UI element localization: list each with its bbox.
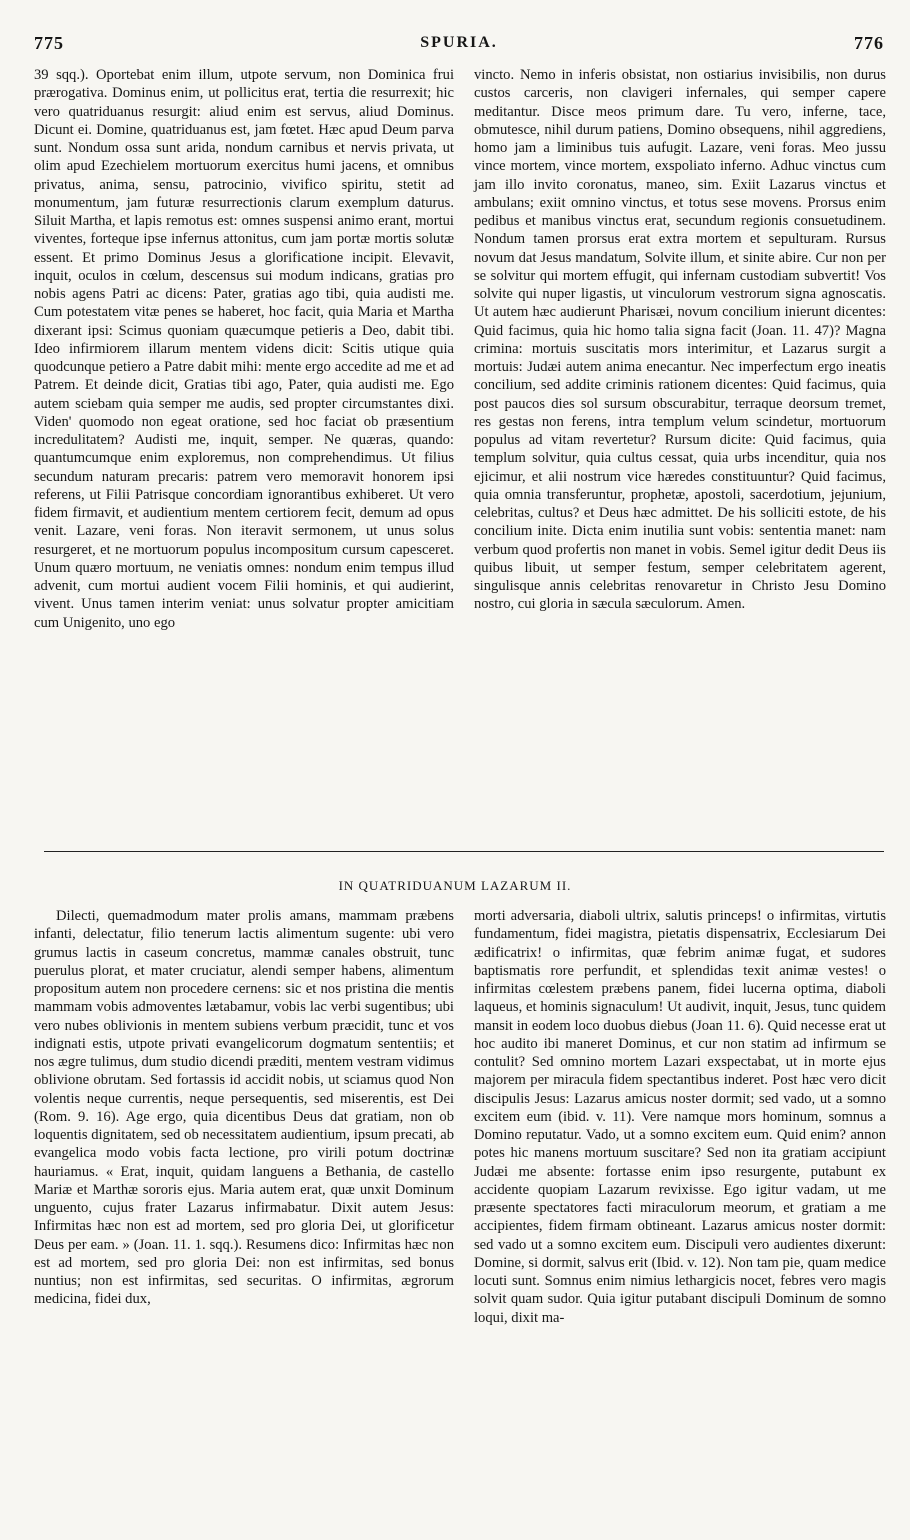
paragraph-bottom-left: Dilecti, quemadmodum mater prolis amans, mammam præbens infanti, delectatur, filio tenerum lactis alimentum sugente: ubi vero grumus lactis in caseum concretus, mammæ canales obstruit, tunc puerulus plorat, et mater cruciatur, alendi semper habens, alimentum propositum autem non procedere cernens: sic et nos pristina die mentis mammam vobis admoventes lætabamur, vobis lac verbi sugentibus; ubi vero nubes oblivionis in mentem subiens verbum præcidit, tunc et vos indignati estis, utpote privati evangelicorum dogmatum sententiis; et nos ægre tulimus, dum studio dicendi præditi, mentem vestram vidimus oblivione obrutam. Sed fortassis id accidit nobis, ut sciamus quod Non volentis neque currentis, neque persequentis, sed miserentis, est Dei (Rom. 9. 16). Age ergo, quia dicentibus Deus dat gratiam, non ob loquentis dignitatem, sed ob necessitatem audientium, ipsum precati, ab evangelica modo vobis facta lectione, pro virili potum doctrinæ hauriamus. « Erat, inquit, quidam languens a Bethania, de castello Mariæ et Marthæ sororis ejus. Maria autem erat, quæ unxit Dominum unguento, cujus frater Lazarus infirmabatur. Dixit autem Jesus: Infirmitas hæc non est ad mortem, sed pro gloria Dei, ut glorificetur Deus per eam. » (Joan. 11. 1. sqq.). Resumens dico: Infirmitas hæc non est ad mortem, sed pro gloria Dei: non est infirmitas, sed bonus nuntius; non est infirmitas, sed securitas. O infirmitas, ægrorum medicina, fidei dux, [34,908,454,1308]
section-heading: IN QUATRIDUANUM LAZARUM II. [338,878,572,893]
page-number-right: 776 [854,32,884,53]
paragraph-top-left: 39 sqq.). Oportebat enim illum, utpote servum, non Dominica frui prærogativa. Dominus enim, ut pollicitus erat, tertia die resurrexit; hic vero quatriduanus resurgit: aliud enim est servus, aliud Dominus. Dicunt ei. Domine, quatriduanus est, jam fœtet. Hæc apud Deum parva sunt. Nondum ossa sunt arida, nondum carnibus et nervis privata, ut olim apud Ezechielem mortuorum exercitus humi jacens, et omnibus privatus, anima, sensu, patrocinio, vivifico spiritu, stetit ad monumentum, jam futuræ resurrectionis clarum exemplum daturus. Siluit Martha, et lapis remotus est: omnes suspensi animo erant, mortui viventes, forteque ipse infernus attonitus, cum jam portæ mortis solutæ essent. Et primo Dominus Jesus a glorificatione incipit. Elevavit, inquit, oculos in cœlum, descensus sui modum indicans, gratias pro nobis agens Patri ac dicens: Pater, gratias ago tibi, quia audisti me. Cum potestatem vitæ penes se haberet, hoc facit, quia Maria et Martha dixerant ipsi: Scimus quoniam quæcumque petieris a Deo, dabit tibi. Ideo infirmiorem illarum mentem videns dicit: Scitis utique quia quodcunque petiero a Patre dabit mihi: mente ergo accedite ad me et ad Patrem. Et deinde dicit, Gratias tibi ago, Pater, quia audisti me. Ego autem sciebam quia semper me audis, sed propter circumstantes dixi. Viden' quomodo non egeat oratione, sed hoc faciat ob præsentium incredulitatem? Audisti me, inquit, semper. Ne quæras, quando: quantumcumque enim exploremus, non comprehendimus. Ut filius secundum naturam precaris: patrem vero memoravit honorem ipsi referens, ut Filii Patrisque concordiam ignorantibus exhiberet. Ut vero fidem firmavit, et audientium mentem certiorem fecit, demum ad opus venit. Lazare, veni foras. Non iteravit sermonem, ut unus solus resurgeret, et ne mortuorum populus incompositum cursum capesceret. Unum quæro mortuum, ne veniatis omnes: nondum enim tempus illud advenit, cum mortui audient vocem Filii hominis, et qui audierint, vivent. Unus tamen interim veniat: unus solvatur propter amicitiam cum Unigenito, uno ego [34,67,454,631]
paragraph-bottom-right: morti adversaria, diaboli ultrix, salutis princeps! o infirmitas, virtutis fundamentum, fidei magistra, pietatis dispensatrix, Ecclesiarum Dei ædificatrix! o infirmitas, quæ febrim animæ fugat, et sudores baptismatis rore perfundit, et splendidas texit animæ vestes! o infirmitas cœlestem præbens panem, fidei lucerna optima, diaboli laqueus, et hominis signaculum! Ut audivit, inquit, Jesus, tunc quidem mansit in eodem loco duobus diebus (Joan 11. 6). Quid necesse erat ut hoc audito ibi maneret Dominus, et cur non statim ad infirmum se contulit? Sed omnino mortem Lazari exspectabat, ut in morte ejus majorem per miracula fidem spectantibus inderet. Post hæc vero dicit discipulis Jesus: Lazarus amicus noster dormit; sed vado, ut a somno excitem eum (ibid. v. 11). Vere namque mors hominum, somnus a Domino reputatur. Vado, ut a somno excitem eum. Quid enim? annon potes hic manens mortuum suscitare? Sed non ita gratiam accipiunt Judæi me absente: fortasse enim ipso resurgente, putabunt ex accidente quopiam Lazarum revixisse. Ego igitur vadam, ut me præsente spectatores facti miraculorum meorum, et gratiam a me accipientes, fidem firmam obtineant. Lazarus amicus noster dormit: sed vado ut a somno excitem eum. Discipuli vero audientes dixerunt: Domine, si dormit, salvus erit (Ibid. v. 12). Non tam pie, quam medice locuti sunt. Somnus enim nimius lethargicis nocet, febres vero magis solvit quam sudor. Quia igitur putabant discipuli Dominum de somno loqui, dixit ma- [474,908,886,1326]
page-number-left: 775 [34,32,64,53]
paragraph-top-right: vincto. Nemo in inferis obsistat, non ostiarius invisibilis, non durus custos carceris, non clavigeri infernales, qui semper capere meditantur. Disce meos primum dare. Tu vero, inferne, tace, obmutesce, nihil durum patiens, Domino obsequens, nihil aggrediens, homo jam a liminibus tuis aufugit. Lazare, veni foras. Meo jussu vince mortem, vince mortem, exspoliato inferno. Adhuc vinctus cum jam illo invito coronatus, maneo, sim. Exiit Lazarus vinctus et ambulans; exiit omnino vinctus, et totus sese movens. Prorsus enim pedibus et manibus vinctus erat, secundum regionis consuetudinem. Nondum tamen prorsus erat extra mortem et sepulturam. Rursus novum dat Jesus mandatum, Solvite illum, et sinite abire. Cur non per se solvitur qui mortem effugit, qui infernam custodiam subvertit! Vos solvite qui nuper ligastis, ut vinculorum vestrorum signa agnoscatis. Ut autem hæc audierunt Pharisæi, novum concilium inierunt dicentes: Quid facimus, quia hic homo talia signa facit (Joan. 11. 47)? Magna crimina: mortuis suscitatis mors interimitur, et Lazarus surgit a mortuis: Judæi autem anima enecantur. Nec imperfectum ergo ineatis concilium, sed addite criminis rationem dicentes: Quid facimus, quia post paucos dies sol sursum obscurabitur, terraque deorsum tremet, res gestas non ferens, intra templum velum scindetur, mortuorum populus ad vitam revertetur? Rursum dicite: Quid facimus, quia templum solvitur, quia cultus cessat, quia urbs incenditur, quia nos ejicimur, et alii nostrum vice hæredes constituuntur? Quid facimus, quia omnia transferuntur, prophetæ, apostoli, sacerdotium, jejunium, celebritas, cultus? et Deus hæc admittet. De his solliciti estote, de his concilium inite. Dicta enim inutilia sunt vobis: sententia manet: nam verbum quod profertis non manet in vobis. Semel igitur dedit Deus iis quibus libuit, ut semper festum, semper celebritatem agerent, singulisque annis celebritas renovaretur in Christo Jesu Domino nostro, cui gloria in sæcula sæculorum. Amen. [474,67,886,613]
column-top-left [34,66,454,632]
column-bottom-left [34,907,454,1309]
section-divider [44,851,884,852]
column-top-right [474,66,886,614]
running-title: SPURIA. [420,34,498,51]
column-bottom-right [474,907,886,1327]
running-header [34,30,884,56]
